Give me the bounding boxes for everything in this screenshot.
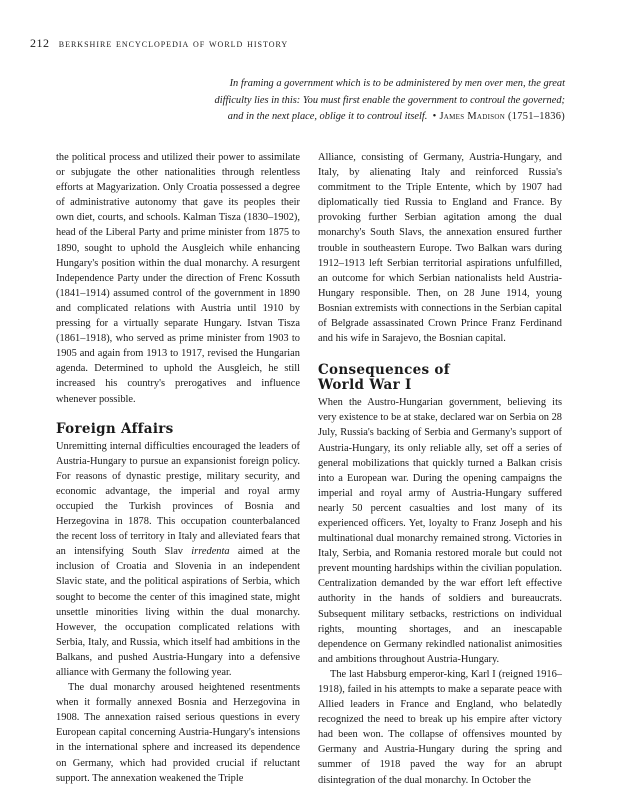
epigraph-line-last [160,109,565,126]
running-head [30,36,288,51]
page-number: 212 [30,36,50,50]
body-paragraph [56,439,300,681]
body-paragraph: the political process and utilized their power to assimilate or subjugate the other nationalities through relentless efforts at Magyarization. Only Croatia possessed a degree of administrative autonomy that gave its peoples their own diet, courts, and schools. Kalman Tisza (1830–1902), head of the Liberal Party and prime minister from 1875 to 1890, sought to uphold the Ausgleich while enhancing Hungary's position within the dual monarchy. A resurgent Independence Party under the direction of Frenc Kossuth (1841–1914) assumed control of the government in 1890 and complicated relations with Austria until 1910 by pressing for a virtually separate Hungary. Istvan Tisza (1861–1918), who served as prime minister from 1903 to 1905 and again from 1913 to 1917, revised the Hungarian agenda. Determined to uphold the Ausgleich, he still increased his country's prerogatives and influence whenever possible. [56,152,300,405]
paragraph-text: Unremitting internal difficulties encouraged the leaders of Austria-Hungary to pursue an expansionist foreign policy. For reasons of dynastic prestige, military security, and economic advantage, the imperial and royal army occupied the Turkish provinces of Bosnia and Herzegovina in 1878. This occupation counterbalanced the recent loss of territory in Italy and alleviated fears that an intensifying South Slav [56,440,300,558]
body-paragraph: The last Habsburg emperor-king, Karl I (reigned 1916–1918), failed in his attempts to make a separate peace with Allied leaders in France and England, who belatedly recognized the need to break up his empire after victory had been won. The collapse of offensives mounted by Germany and Austria-Hungary during the spring and summer of 1918 paved the way for an abrupt disintegration of the dual monarchy. In October the [318,668,562,786]
section-heading-foreign-affairs: Foreign Affairs [56,420,174,437]
body-paragraph: The dual monarchy aroused heightened resentments when it formally annexed Bosnia and Herzegovina in 1908. The annexation raised serious questions in every European capital concerning Austria-Hungary's intensions in the international sphere and increased its dependence on Germany, which had provided crucial if reluctant support. The annexation weakened the Triple [56,682,300,784]
section-heading-consequences [318,363,562,393]
left-column [56,150,300,786]
right-column [318,150,562,788]
heading-line: Consequences of [318,362,450,379]
epigraph-line-text: and in the next place, oblige it to controul itself. [227,111,428,122]
epigraph-line: difficulty lies in this: You must first enable the government to controul the governed; [214,94,565,106]
body-paragraph: When the Austro-Hungarian government, believing its very existence to be at stake, declared war on Serbia on 28 July, Russia's backing of Serbia and Germany's support of Austria-Hungary, its only reliable ally, set off a series of general mobilizations that quickly turned a Balkan crisis into a European war. During the opening campaigns the imperial and royal army of Austria-Hungary suffered nearly 50 percent casualties and lost many of its experienced officers. Yet, loyalty to Franz Joseph and his multinational dual monarchy remained strong. Victories in Italy, Serbia, and Romania restored morale but could not prevent mounting hardships within the civilian population. Centralization demanded by the war effort left effective authority in the hands of soldiers and bureaucrats. Subsequent military setbacks, restrictions on individual rights, mounting shortages, and an inescapable dependence on Germany rekindled nationalist animosities and ambitions throughout Austria-Hungary. [318,397,562,665]
publication-title: berkshire encyclopedia of world history [58,38,289,50]
heading-line: World War I [318,377,412,394]
epigraph-attribution: • James Madison (1751–1836) [432,111,565,122]
italic-term: irredenta [191,546,230,558]
epigraph-quote [160,76,565,126]
body-paragraph: Alliance, consisting of Germany, Austria-Hungary, and Italy, by alienating Italy and reinforced Russia's commitment to the Triple Entente, which by 1907 had diplomatically tied Russia to England and France. By provoking further Serbian agitation among the dual monarchy's South Slavs, the annexation ensured further trouble in southeastern Europe. Two Balkan wars during 1912–1913 left Serbian territorial aspirations unfulfilled, an outcome for which Serbian nationalists held Austria-Hungary responsible. Then, on 28 June 1914, young Bosnian extremists with connections in the Serbian capital of Belgrade assassinated Crown Prince Franz Ferdinand and his wife in Sarajevo, the Bosnian capital. [318,152,562,345]
paragraph-text: aimed at the inclusion of Croatia and Slovenia in an independent Slavic state, and the political aspirations of Serbia, which sought to become the center of this imagined state, might unsettle minorities living within the dual monarchy. However, the occupation complicated relations with Serbia, Italy, and Russia, which itself had ambitions in the Balkans, and pushed Austria-Hungary into a defensive alliance with Germany the following year. [56,546,301,678]
epigraph-line: In framing a government which is to be administered by men over men, the great [229,78,565,89]
